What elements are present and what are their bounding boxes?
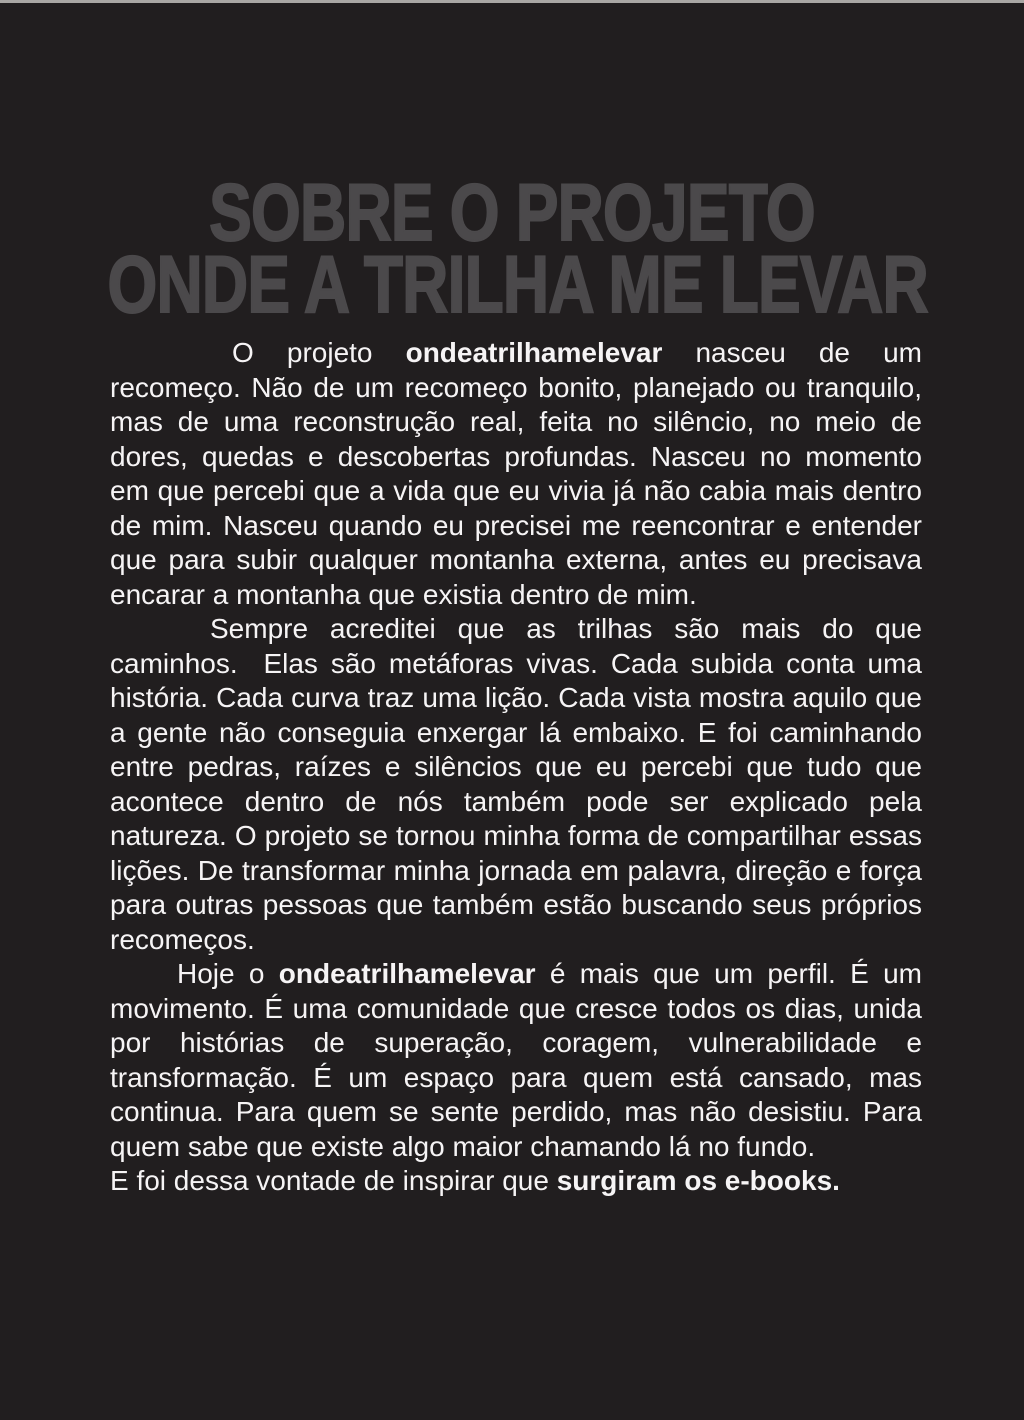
title-line-1: SOBRE O PROJETO [209, 168, 815, 258]
title-line-2: ONDE A TRILHA ME LEVAR [107, 240, 928, 330]
body-text-segment: nasceu de um recomeço. Não de um recomeço bonito, planejado ou tranquilo, mas de uma reconstrução real, feita no silêncio, no meio de dores, quedas e descobertas profundas. Nasceu no momento em que percebi que a vida que eu vivia já não cabia mais dentro de mim. Nasceu quando eu precisei me reencontrar e entender que para subir qualquer montanha externa, antes eu precisava encarar a montanha que existia dentro de mim. [110, 337, 922, 610]
paragraph-3 [110, 957, 922, 1164]
bold-highlight: ondeatrilhamelevar [278, 958, 536, 989]
bold-highlight: surgiram os e-books. [556, 1165, 840, 1196]
paragraph-4 [110, 1164, 922, 1199]
body-text-segment: Hoje o [177, 958, 279, 989]
paragraph-2 [110, 612, 922, 957]
bold-highlight: ondeatrilhamelevar [405, 337, 663, 368]
page-title [0, 3, 1024, 330]
body-text-segment: E foi dessa vontade de inspirar que [110, 1165, 557, 1196]
body-text-segment: Sempre acreditei que as trilhas são mais do que caminhos. Elas são metáforas vivas. Cada subida conta uma história. Cada curva traz uma lição. Cada vista mostra aquilo que a gente não conseguia enxergar lá embaixo. E foi caminhando entre pedras, raízes e silêncios que eu percebi que tudo que acontece dentro de nós também pode ser explicado pela natureza. O projeto se tornou minha forma de compartilhar essas lições. De transformar minha jornada em palavra, direção e força para outras pessoas que também estão buscando seus próprios recomeços. [110, 613, 922, 955]
body-text [110, 336, 922, 1199]
body-text-segment: O projeto [232, 337, 406, 368]
paragraph-1 [110, 336, 922, 612]
body-text-segment: é mais que um perfil. É um movimento. É uma comunidade que cresce todos os dias, unida por histórias de superação, coragem, vulnerabilidade e transformação. É um espaço para quem está cansado, mas continua. Para quem se sente perdido, mas não desistiu. Para quem sabe que existe algo maior chamando lá no fundo. [110, 958, 922, 1162]
